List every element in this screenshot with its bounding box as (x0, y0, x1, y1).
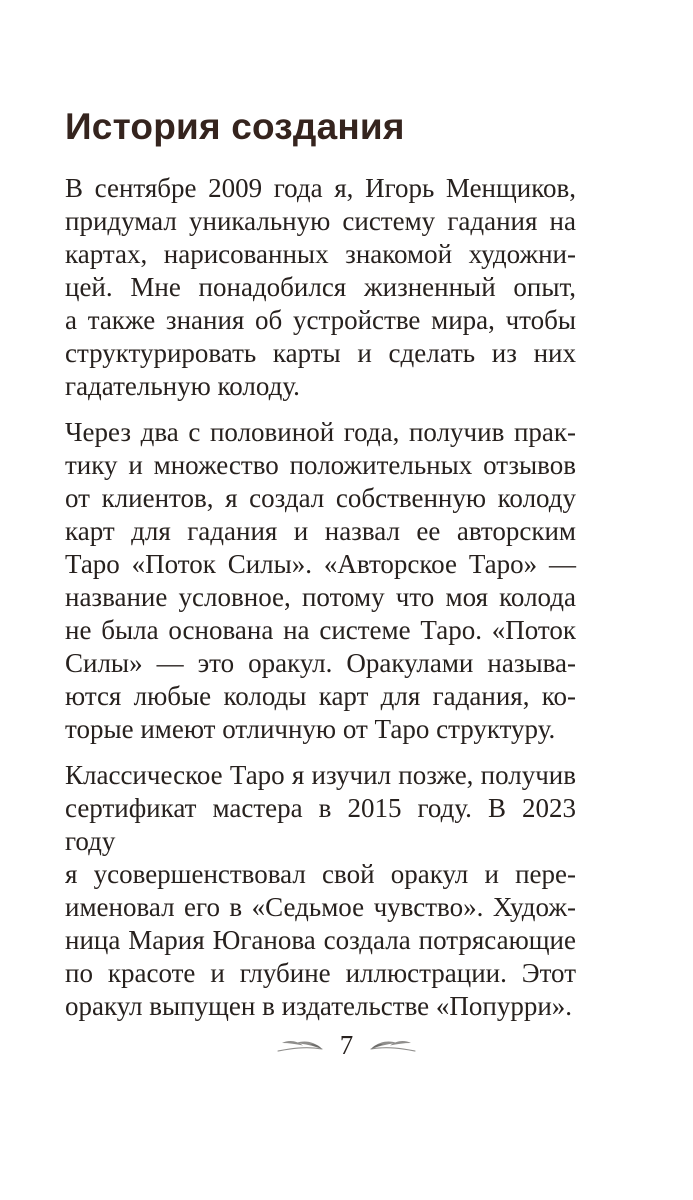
page-footer (0, 1032, 693, 1059)
body-text (65, 172, 576, 1023)
text-line: по красоте и глубине иллюстрации. Этот (65, 957, 576, 988)
text-line: именовал его в «Седьмое чувство». Худож- (65, 891, 576, 922)
text-line: Через два с половиной года, получив прак- (65, 416, 576, 447)
text-line: цей. Мне понадобился жизненный опыт, (65, 271, 576, 302)
text-line: название условное, потому что моя колода (65, 581, 576, 612)
text-line: сертификат мастера в 2015 году. В 2023 году (65, 792, 576, 856)
paragraph (65, 416, 576, 746)
text-line: Силы» — это оракул. Оракулами называ- (65, 647, 576, 678)
page-number: 7 (339, 1030, 354, 1060)
text-line: я усовершенствовал свой оракул и пере- (65, 858, 576, 889)
text-line: а также знания об устройстве мира, чтобы (65, 304, 576, 335)
text-line: не была основана на системе Таро. «Поток (65, 614, 576, 645)
leaf-ornament-right-icon (370, 1038, 416, 1054)
text-line: картах, нарисованных знакомой художни- (65, 238, 576, 269)
text-line: гадательную колоду. (65, 370, 300, 401)
page-content (65, 106, 576, 1023)
text-line: В сентябре 2009 года я, Игорь Менщиков, (65, 172, 576, 203)
leaf-ornament-left-icon (277, 1038, 323, 1054)
text-line: придумал уникальную систему гадания на (65, 205, 576, 236)
text-line: оракул выпущен в издательстве «Попурри». (65, 990, 573, 1021)
text-line: Классическое Таро я изучил позже, получив (65, 759, 576, 790)
text-line: тику и множество положительных отзывов (65, 449, 576, 480)
text-line: ница Мария Юганова создала потрясающие (65, 924, 576, 955)
text-line: Таро «Поток Силы». «Авторское Таро» — (65, 548, 576, 579)
text-line: торые имеют отличную от Таро структуру. (65, 713, 556, 744)
text-line: ются любые колоды карт для гадания, ко- (65, 680, 576, 711)
page-title: История создания (65, 106, 405, 147)
text-line: структурировать карты и сделать из них (65, 337, 576, 368)
paragraph (65, 172, 576, 403)
paragraph (65, 759, 576, 1023)
text-line: карт для гадания и назвал ее авторским (65, 515, 576, 546)
text-line: от клиентов, я создал собственную колоду (65, 482, 576, 513)
